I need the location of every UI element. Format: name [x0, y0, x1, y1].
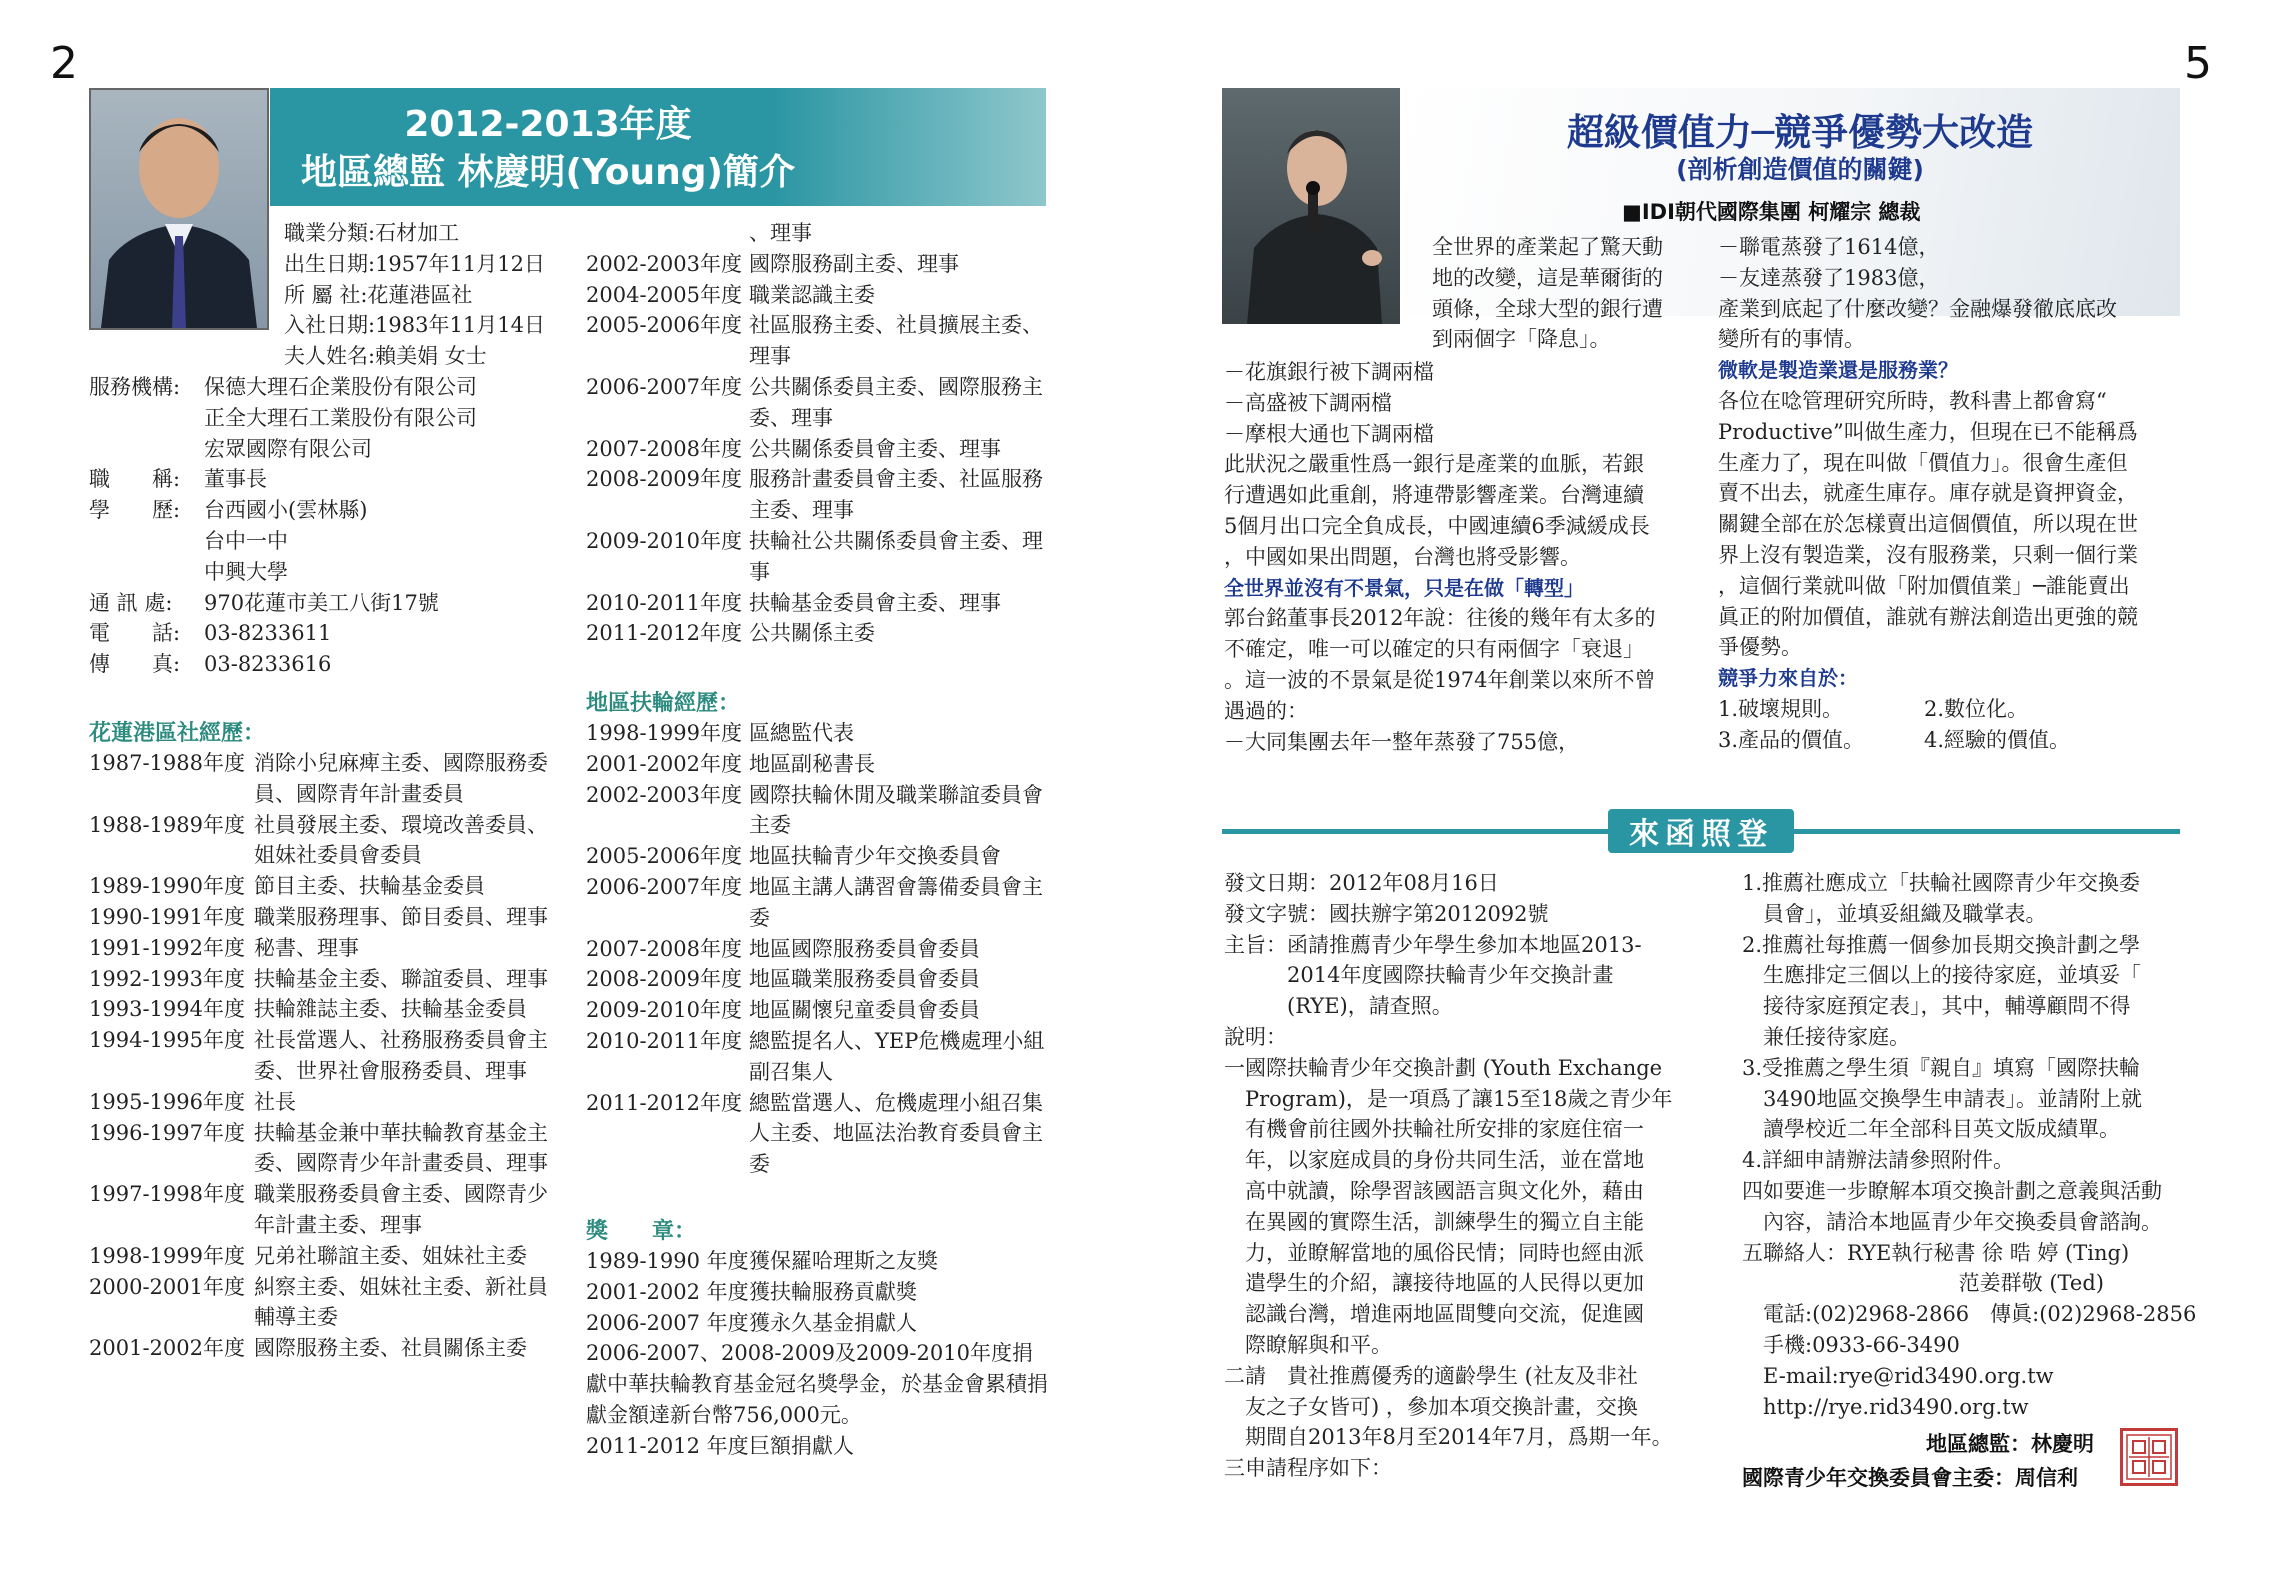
letter-line: 期間自2013年8月至2014年7月，爲期一年。: [1224, 1425, 1673, 1450]
letter-line: 手機:0933-66-3490: [1742, 1332, 1960, 1357]
article-line: 頭條，全球大型的銀行遭: [1432, 296, 1663, 321]
award-text: 獲永久基金捐獻人: [749, 1310, 917, 1335]
letter-line: 說明：: [1224, 1024, 1287, 1049]
award-text: 獲保羅哈理斯之友獎: [749, 1249, 938, 1273]
article-line: 產業到底起了什麼改變？金融爆發徹底底改: [1718, 296, 2117, 321]
letter-line: Program)，是一項爲了讓15至18歲之青少年: [1224, 1086, 1673, 1111]
history-text: 扶輪基金委員會主委、理事: [749, 590, 1001, 615]
letter-line: 接待家庭預定表」，其中，輔導顧問不得: [1742, 994, 2131, 1019]
article-line: －摩根大通也下調兩檔: [1224, 421, 1434, 446]
article-line: －聯電蒸發了1614億，: [1718, 235, 1940, 259]
letter-line: (RYE)，請查照。: [1224, 994, 1453, 1019]
district-text: 地區國際服務委員會委員: [749, 936, 980, 961]
service-label: 服務機構:: [89, 375, 181, 399]
award-year: 1989-1990 年度: [586, 1249, 749, 1273]
page-number-left: 2: [50, 38, 78, 89]
history-text: 糾察主委、姐妹社主委、新社員輔導主委: [254, 1274, 548, 1330]
club-history-continued: [586, 218, 1048, 649]
history-text: 扶輪基金兼中華扶輪教育基金主委、國際青少年計畫委員、理事: [254, 1120, 548, 1176]
article-line: ，這個行業就叫做「附加價值業」─誰能賣出: [1718, 573, 2130, 598]
phone-value: 03-8233611: [204, 621, 332, 646]
district-year: 2006-2007年度: [586, 874, 742, 899]
history-text: 、理事: [749, 221, 812, 245]
article-line: 爭優勢。: [1718, 635, 1802, 660]
letter-line: 五聯絡人：RYE執行秘書 徐 晧 婷 (Ting): [1742, 1240, 2130, 1265]
letter-line: 在異國的實際生活，訓練學生的獨立自主能: [1224, 1209, 1644, 1234]
district-year: 2011-2012年度: [586, 1090, 742, 1115]
letter-line: 二請 貴社推薦優秀的適齡學生 (社友及非社: [1224, 1363, 1638, 1388]
letter-line: 內容，請洽本地區青少年交換委員會諮詢。: [1742, 1209, 2162, 1234]
article-subheading: 微軟是製造業還是服務業？: [1718, 358, 1958, 383]
history-text: 社長當選人、社務服務委員會主委、世界社會服務委員、理事: [254, 1028, 548, 1083]
competitiveness-factor: 2.數位化。: [1924, 696, 2029, 721]
club-history-list: [89, 748, 554, 1364]
article-line: 各位在唸管理研究所時，教科書上都會寫“: [1718, 388, 2107, 413]
history-text: 職業認識主委: [749, 282, 875, 307]
district-history-list: [586, 718, 1048, 1180]
article-line: 全世界的產業起了驚天動: [1432, 235, 1663, 259]
district-year: 2008-2009年度: [586, 967, 742, 992]
letter-right-column: [1742, 868, 2196, 1422]
history-year: 1996-1997年度: [89, 1120, 245, 1145]
article-line: 。這一波的不景氣是從1974年創業以來所不曾: [1224, 667, 1656, 692]
article-column-2: [1718, 232, 2138, 756]
history-text: 扶輪雜誌主委、扶輪基金委員: [254, 997, 527, 1022]
director-portrait: [89, 88, 269, 330]
profile-info: [284, 218, 545, 372]
history-text: 國際服務副主委、理事: [749, 251, 959, 276]
letter-line: 遣學生的介紹，讓接待地區的人民得以更加: [1224, 1271, 1644, 1296]
red-seal-icon: [2120, 1428, 2178, 1486]
service-value: 正全大理石工業股份有限公司: [204, 405, 477, 430]
article-title: 超級價值力─競爭優勢大改造: [1566, 111, 2034, 154]
article-subheading: 全世界並沒有不景氣，只是在做「轉型」: [1224, 575, 1584, 600]
article-line: Productive”叫做生產力，但現在已不能稱爲: [1718, 419, 2138, 444]
article-line: 界上沒有製造業，沒有服務業，只剩一個行業: [1718, 542, 2138, 567]
letter-line: 1.推薦社應成立「扶輪社國際青少年交換委: [1742, 871, 2141, 895]
address-label: 通 訊 處:: [89, 590, 173, 615]
district-text: 國際扶輪休閒及職業聯誼委員會主委: [749, 782, 1043, 838]
signature-exchange-chair: 國際青少年交換委員會主委：周信利: [1742, 1466, 2078, 1490]
letter-line: 三申請程序如下：: [1224, 1456, 1392, 1481]
district-text: 地區副秘書長: [749, 751, 875, 776]
article-subtitle: (剖析創造價值的關鍵): [1676, 155, 1924, 184]
history-text: 節目主委、扶輪基金委員: [254, 874, 485, 899]
history-year: 1989-1990年度: [89, 874, 245, 899]
history-year: 1990-1991年度: [89, 904, 245, 929]
history-year: 1998-1999年度: [89, 1243, 245, 1268]
letter-line: 四如要進一步瞭解本項交換計劃之意義與活動: [1742, 1178, 2162, 1203]
article-line: 行遭遇如此重創，將連帶影響產業。台灣連續: [1224, 483, 1644, 508]
article-line: 變所有的事情。: [1718, 327, 1865, 352]
history-year: 2010-2011年度: [586, 590, 742, 615]
history-year: 2005-2006年度: [586, 313, 742, 338]
club-history-heading: 花蓮港區社經歷：: [89, 721, 266, 746]
competitiveness-factor: 4.經驗的價值。: [1924, 727, 2071, 752]
history-year: 1988-1989年度: [89, 812, 245, 837]
education-value: 台中一中: [204, 528, 288, 553]
history-text: 社長: [254, 1089, 296, 1114]
history-year: 2000-2001年度: [89, 1274, 245, 1299]
history-text: 消除小兒麻痺主委、國際服務委員、國際青年計畫委員: [254, 751, 548, 806]
article-line: 關鍵全部在於怎樣賣出這個價值，所以現在世: [1718, 512, 2138, 537]
letter-line: 兼任接待家庭。: [1742, 1024, 1910, 1049]
history-text: 扶輪社公共關係委員會主委、理事: [749, 528, 1043, 584]
letter-line: 2014年度國際扶輪青少年交換計畫: [1224, 963, 1614, 988]
letter-line: 3490地區交換學生申請表」。並請附上就: [1742, 1086, 2142, 1111]
letter-line: http://rye.rid3490.org.tw: [1742, 1394, 2029, 1419]
history-text: 國際服務主委、社員關係主委: [254, 1336, 527, 1361]
district-text: 地區扶輪青少年交換委員會: [749, 844, 1001, 869]
letter-banner-text: 來函照登: [1629, 817, 1773, 852]
article-line: －大同集團去年一整年蒸發了755億，: [1224, 729, 1580, 754]
district-text: 地區職業服務委員會委員: [749, 967, 980, 992]
letter-line: 4.詳細申請辦法請參照附件。: [1742, 1148, 2015, 1173]
history-year: 1994-1995年度: [89, 1028, 245, 1053]
letter-line: E-mail:rye@rid3490.org.tw: [1742, 1363, 2054, 1388]
article-line: 郭台銘董事長2012年說：往後的幾年有太多的: [1224, 606, 1656, 631]
speaker-photo: [1222, 88, 1400, 324]
info-line: 夫人姓名:賴美娟 女士: [284, 344, 487, 369]
history-text: 社員發展主委、環境改善委員、姐妹社委員會委員: [254, 812, 548, 868]
district-year: 1998-1999年度: [586, 721, 742, 745]
title-value: 董事長: [204, 467, 267, 492]
award-donation-note: 2006-2007、2008-2009及2009-2010年度捐獻中華扶輪教育基金冠名獎學金，於基金會累積捐獻金額達新台幣756,000元。: [586, 1341, 1048, 1427]
history-text: 秘書、理事: [254, 935, 359, 960]
letter-line: 3.受推薦之學生須『親自』填寫「國際扶輪: [1742, 1055, 2141, 1080]
letter-line: 際瞭解與和平。: [1224, 1332, 1392, 1357]
letter-line: 有機會前往國外扶輪社所安排的家庭住宿一: [1224, 1117, 1644, 1142]
phone-label: 電 話:: [89, 621, 181, 646]
service-value: 保德大理石企業股份有限公司: [204, 375, 477, 399]
history-year: 2002-2003年度: [586, 251, 742, 276]
district-year: 2010-2011年度: [586, 1028, 742, 1053]
letter-line: 年，以家庭成員的身份共同生活，並在當地: [1224, 1148, 1644, 1173]
history-year: 2001-2002年度: [89, 1336, 245, 1361]
article-line: 遇過的：: [1224, 698, 1308, 723]
history-year: 2011-2012年度: [586, 621, 742, 646]
district-year: 2007-2008年度: [586, 936, 742, 961]
letter-line: 一國際扶輪青少年交換計劃 (Youth Exchange: [1224, 1055, 1663, 1080]
article-line: ，中國如果出問題，台灣也將受影響。: [1224, 544, 1581, 569]
info-line: 入社日期:1983年11月14日: [284, 313, 545, 338]
history-text: 公共關係委員會主委、理事: [749, 436, 1001, 461]
letter-left-column: [1224, 868, 1673, 1484]
history-year: 1987-1988年度: [89, 751, 245, 775]
district-text: 總監當選人、危機處理小組召集人主委、地區法治教育委員會主委: [749, 1090, 1043, 1177]
district-year: 2009-2010年度: [586, 998, 742, 1023]
history-text: 職業服務理事、節目委員、理事: [254, 904, 548, 929]
history-text: 公共關係委員主委、國際服務主委、理事: [749, 374, 1043, 430]
competitiveness-factor: 1.破壞規則。: [1718, 696, 1844, 721]
article-line: －花旗銀行被下調兩檔: [1224, 360, 1434, 384]
history-year: 1995-1996年度: [89, 1089, 245, 1114]
article-line: 到兩個字「降息」。: [1432, 327, 1611, 352]
district-year: 2005-2006年度: [586, 844, 742, 869]
education-value: 中興大學: [204, 559, 288, 584]
article-line: －友達蒸發了1983億，: [1718, 265, 1940, 290]
article-byline: ■IDI朝代國際集團 柯耀宗 總裁: [1622, 200, 1921, 224]
profile-title-line2: 地區總監 林慶明(Young)簡介: [301, 152, 795, 193]
history-year: 1997-1998年度: [89, 1182, 245, 1207]
article-line: 眞正的附加價值，誰就有辦法創造出更強的競: [1718, 604, 2138, 629]
history-year: 1992-1993年度: [89, 966, 245, 991]
education-label: 學 歷:: [89, 498, 181, 523]
history-text: 社區服務主委、社員擴展主委、理事: [749, 313, 1043, 369]
district-year: 2002-2003年度: [586, 782, 742, 807]
history-year: 2004-2005年度: [586, 282, 742, 307]
article-line: －高盛被下調兩檔: [1224, 390, 1392, 415]
awards-list: [586, 1246, 1048, 1462]
address-value: 970花蓮市美工八街17號: [204, 590, 439, 615]
letter-line: 2.推薦社每推薦一個參加長期交換計劃之學: [1742, 932, 2141, 957]
article-line: 此狀況之嚴重性爲一銀行是產業的血脈，若銀: [1224, 452, 1644, 477]
awards-heading: 獎 章：: [586, 1219, 697, 1244]
letter-line: 電話:(02)2968-2866 傳眞:(02)2968-2856: [1742, 1302, 2197, 1327]
letter-line: 發文日期：2012年08月16日: [1224, 871, 1499, 895]
history-year: 2009-2010年度: [586, 528, 742, 553]
letter-line: 認識台灣，增進兩地區間雙向交流，促進國: [1224, 1302, 1644, 1327]
education-value: 台西國小(雲林縣): [204, 498, 368, 523]
info-line: 出生日期:1957年11月12日: [284, 251, 545, 276]
fax-value: 03-8233616: [204, 652, 332, 677]
history-year: 1991-1992年度: [89, 935, 245, 960]
district-history-heading: 地區扶輪經歷：: [586, 691, 741, 716]
district-year: 2001-2002年度: [586, 751, 742, 776]
district-text: 總監提名人、YEP危機處理小組副召集人: [749, 1028, 1045, 1084]
award-text: 獲扶輪服務貢獻獎: [749, 1279, 917, 1304]
history-year: 2006-2007年度: [586, 374, 742, 399]
title-label: 職 稱:: [89, 467, 181, 492]
letter-line: 主旨：函請推薦青少年學生參加本地區2013-: [1224, 932, 1642, 957]
info-line: 職業分類:石材加工: [284, 221, 460, 245]
district-text: 地區關懷兒童委員會委員: [749, 998, 980, 1023]
article-line: 5個月出口完全負成長，中國連續6季減緩成長: [1224, 513, 1650, 538]
signature-district-governor: 地區總監：林慶明: [1926, 1432, 2094, 1456]
article-line: 不確定，唯一可以確定的只有兩個字「衰退」: [1224, 637, 1644, 662]
award-year: 2006-2007 年度: [586, 1310, 749, 1335]
award-year: 2011-2012 年度: [586, 1433, 749, 1458]
article-line: 賣不出去，就產生庫存。庫存就是資押資金，: [1718, 481, 2138, 506]
history-text: 職業服務委員會主委、國際青少年計畫主委、理事: [254, 1182, 548, 1237]
fax-label: 傳 真:: [89, 652, 181, 677]
article-intro: [1432, 232, 1663, 355]
article-line: 地的改變，這是華爾街的: [1432, 265, 1663, 290]
history-text: 公共關係主委: [749, 621, 875, 646]
award-text: 巨額捐獻人: [749, 1433, 854, 1458]
history-text: 兄弟社聯誼主委、姐妹社主委: [254, 1243, 527, 1268]
page-number-right: 5: [2184, 38, 2212, 89]
letter-line: 生應排定三個以上的接待家庭，並填妥「: [1742, 963, 2141, 988]
letter-line: 發文字號：國扶辦字第2012092號: [1224, 901, 1549, 926]
service-value: 宏眾國際有限公司: [204, 436, 372, 461]
letter-line: 高中就讀，除學習該國語言與文化外，藉由: [1224, 1178, 1644, 1203]
history-year: 1993-1994年度: [89, 997, 245, 1022]
history-text: 服務計畫委員會主委、社區服務主委、理事: [749, 467, 1043, 523]
profile-title-line1: 2012-2013年度: [404, 104, 692, 145]
district-text: 區總監代表: [749, 721, 854, 745]
article-subheading: 競爭力來自於：: [1718, 666, 1858, 691]
letter-banner: [1608, 809, 1794, 853]
article-column-1: [1224, 357, 1655, 757]
profile-title-banner: [270, 88, 1046, 206]
letter-line: 范姜群敬 (Ted): [1742, 1271, 2104, 1296]
history-year: 2007-2008年度: [586, 436, 742, 461]
history-year: 2008-2009年度: [586, 467, 742, 492]
letter-line: 讀學校近二年全部科目英文版成績單。: [1742, 1117, 2120, 1142]
letter-line: 力，並瞭解當地的風俗民情；同時也經由派: [1224, 1240, 1644, 1265]
article-line: 生產力了，現在叫做「價值力」。很會生產但: [1718, 450, 2128, 475]
award-year: 2001-2002 年度: [586, 1279, 749, 1304]
competitiveness-factor: 3.產品的價值。: [1718, 727, 1865, 752]
letter-line: 友之子女皆可) ，參加本項交換計畫，交換: [1224, 1394, 1638, 1419]
letter-line: 員會」，並填妥組織及職掌表。: [1742, 901, 2047, 926]
history-text: 扶輪基金主委、聯誼委員、理事: [254, 966, 548, 991]
profile-details: [89, 372, 477, 680]
info-line: 所 屬 社:花蓮港區社: [284, 282, 473, 307]
district-text: 地區主講人講習會籌備委員會主委: [749, 874, 1043, 930]
